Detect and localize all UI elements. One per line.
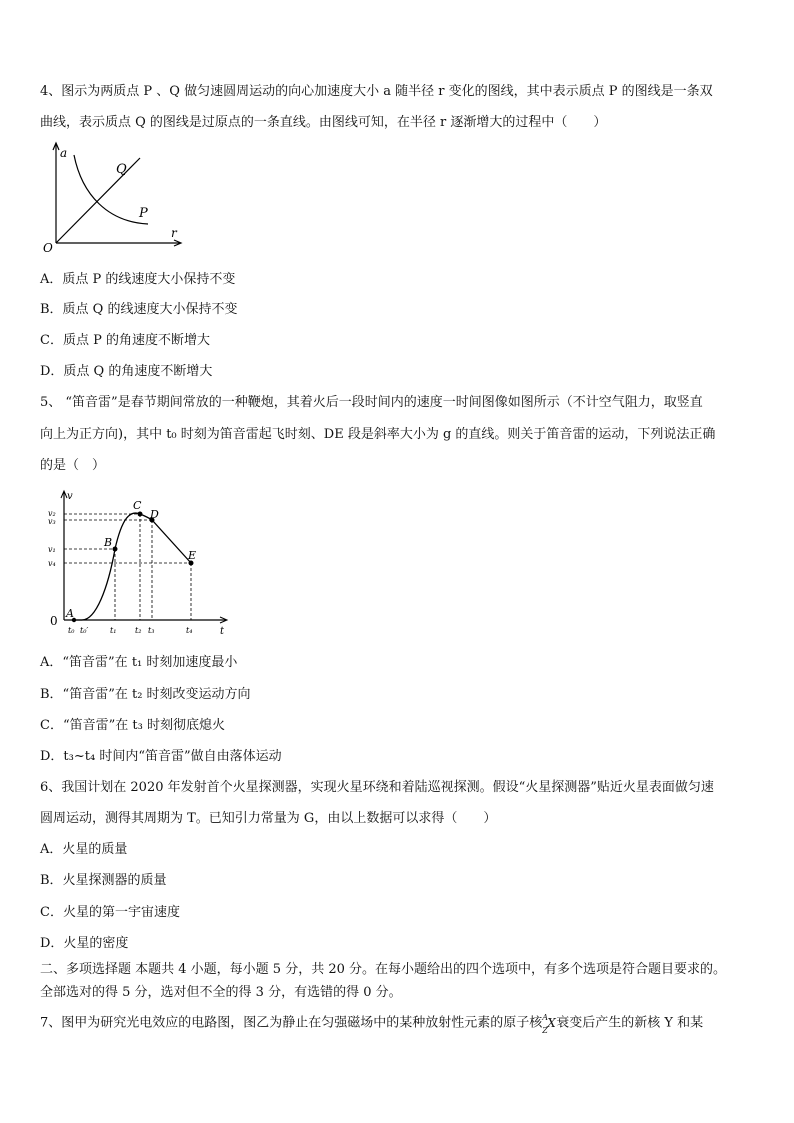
q7-stem-line1 <box>40 1013 704 1035</box>
q5-stem-line1: 5、 “笛音雷”是春节期间常放的一种鞭炮，其着火后一段时间内的速度一时间图像如图所示（不计空气阻力，取竖直 <box>40 395 703 410</box>
q5-stem-line3: 的是（ ） <box>40 458 106 473</box>
q4-origin-label: O <box>43 241 53 255</box>
q4-option-a[interactable]: A．质点 P 的线速度大小保持不变 <box>40 272 236 287</box>
q5-stem-line2: 向上为正方向)，其中 t₀ 时刻为笛音雷起飞时刻、DE 段是斜率大小为 g 的直线。则关于笛音雷的运动，下列说法正确 <box>40 427 716 442</box>
q5-tick-t3: t₃ <box>148 626 155 635</box>
q7-nucleus-x: X <box>547 1016 556 1030</box>
q4-option-b[interactable]: B．质点 Q 的线速度大小保持不变 <box>40 302 238 317</box>
q5-tick-t0: t₀ <box>68 626 75 635</box>
q5-label-a: A <box>66 607 74 620</box>
q5-option-a[interactable]: A．“笛音雷”在 t₁ 时刻加速度最小 <box>40 655 238 670</box>
q5-figure <box>38 488 238 640</box>
q5-option-d[interactable]: D．t₃~t₄ 时间内“笛音雷”做自由落体运动 <box>40 749 282 764</box>
q4-stem-line1: 4、图示为两质点 P 、Q 做匀速圆周运动的向心加速度大小 a 随半径 r 变化的图线，其中表示质点 P 的图线是一条双 <box>40 84 713 99</box>
q6-option-a[interactable]: A．火星的质量 <box>40 842 128 857</box>
q5-tick-v1: v₁ <box>48 545 56 554</box>
q6-option-c[interactable]: C．火星的第一宇宙速度 <box>40 905 180 920</box>
q6-stem-line1: 6、我国计划在 2020 年发射首个火星探测器，实现火星环绕和着陆巡视探测。假设“火星探测器”贴近火星表面做匀速 <box>40 780 714 795</box>
q4-p-label: P <box>139 206 148 221</box>
q7-stem-part1: 7、图甲为研究光电效应的电路图，图乙为静止在匀强磁场中的某种放射性元素的原子核 <box>40 1015 543 1031</box>
q5-tick-t4: t₄ <box>186 626 193 635</box>
q7-stem-part2: 衰变后产生的新核 Y 和某 <box>556 1015 704 1031</box>
q6-option-b[interactable]: B．火星探测器的质量 <box>40 873 167 888</box>
q4-option-d[interactable]: D．质点 Q 的角速度不断增大 <box>40 364 213 379</box>
q4-figure <box>38 140 188 255</box>
q5-y-label: v <box>67 491 73 502</box>
q4-option-c[interactable]: C．质点 P 的角速度不断增大 <box>40 333 210 348</box>
q5-label-d: D <box>150 508 159 521</box>
q7-atomic-number: Z <box>542 1026 548 1035</box>
q4-y-label: a <box>60 146 68 160</box>
q4-x-label: r <box>171 226 177 240</box>
q6-stem-line2: 圆周运动，测得其周期为 T。已知引力常量为 G，由以上数据可以求得（ ） <box>40 811 497 826</box>
q6-option-d[interactable]: D．火星的密度 <box>40 936 129 951</box>
q5-point-b <box>113 547 118 552</box>
q4-q-label: Q <box>116 162 127 177</box>
q5-tick-v4: v₄ <box>48 559 56 568</box>
q5-tick-t1: t₁ <box>110 626 117 635</box>
q5-label-e: E <box>188 549 197 562</box>
q5-label-b: B <box>104 536 113 549</box>
q5-point-c <box>138 512 143 517</box>
q4-line-q <box>56 158 140 243</box>
q4-stem-line2: 曲线，表示质点 Q 的图线是过原点的一条直线。由图线可知，在半径 r 逐渐增大的过程中（ ） <box>40 115 607 130</box>
q5-tick-t0-prime: t₀′ <box>80 626 89 635</box>
q5-tick-v3: v₃ <box>48 517 56 526</box>
q5-tick-t2: t₂ <box>135 626 142 635</box>
section2-instructions-line1: 二、多项选择题 本题共 4 小题，每小题 5 分，共 20 分。在每小题给出的四个选项中，有多个选项是符合题目要求的。 <box>40 962 727 977</box>
q5-option-c[interactable]: C．“笛音雷”在 t₃ 时刻彻底熄火 <box>40 718 225 733</box>
q7-nuclide-symbol <box>542 1013 556 1035</box>
q5-label-c: C <box>133 499 142 512</box>
q5-origin-label: 0 <box>50 614 58 628</box>
q7-mass-number: A <box>542 1013 549 1022</box>
q5-tick-v2: v₂ <box>48 509 56 518</box>
section2-instructions-line2: 全部选对的得 5 分，选对但不全的得 3 分，有选错的得 0 分。 <box>40 985 402 1000</box>
q5-velocity-curve <box>74 513 191 620</box>
q5-option-b[interactable]: B．“笛音雷”在 t₂ 时刻改变运动方向 <box>40 687 251 702</box>
q5-x-label: t <box>220 626 225 637</box>
